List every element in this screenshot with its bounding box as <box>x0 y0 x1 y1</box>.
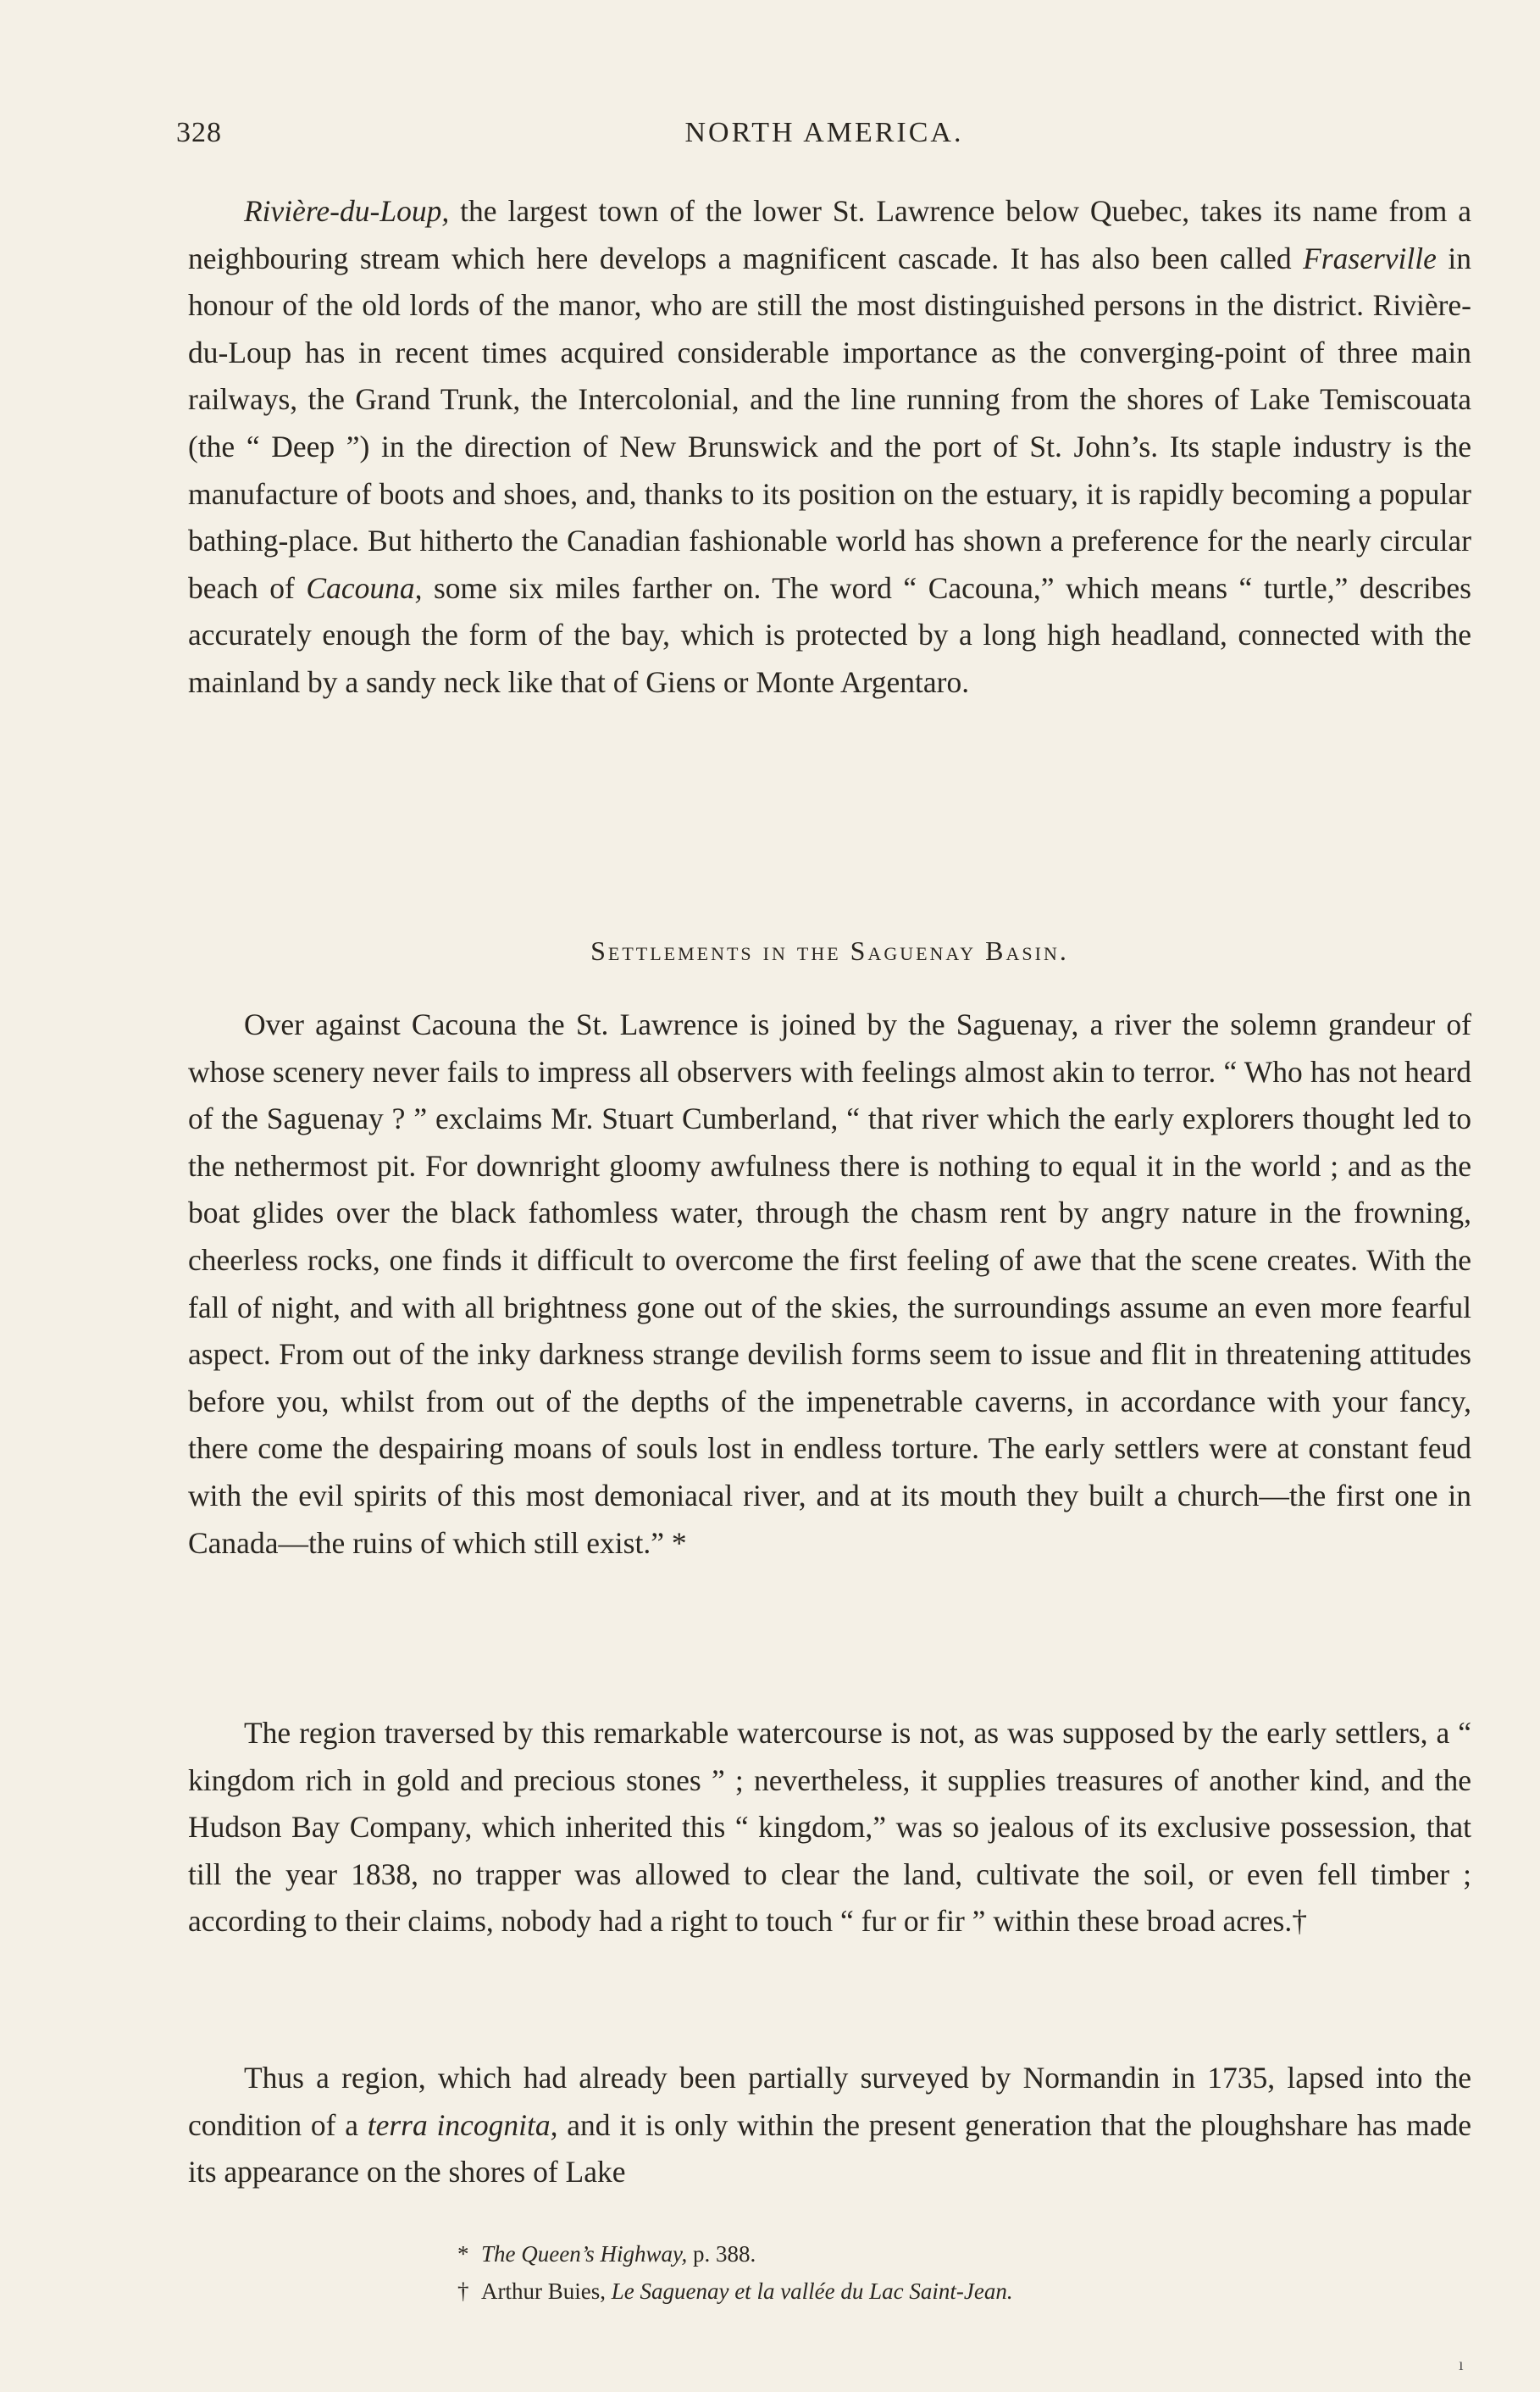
footnotes <box>457 2235 1474 2310</box>
place-name-italic: Fraserville <box>1303 241 1437 275</box>
footnote <box>457 2273 1474 2310</box>
footnote-text: Arthur Buies, <box>481 2278 612 2304</box>
running-title: NORTH AMERICA. <box>684 117 964 148</box>
footnote-text: p. 388. <box>687 2241 756 2267</box>
footnote-title: Le Saguenay et la vallée du Lac Saint-Jean. <box>611 2278 1013 2304</box>
footnote-mark: * <box>457 2241 469 2267</box>
place-name-italic: Cacouna, <box>306 570 423 605</box>
paragraph-text: Over against Cacouna the St. Lawrence is joined by the Saguenay, a river the solemn grandeur of whose scenery never fails to impress all observers with feelings almost akin to terror. “ Who has not heard of the Saguenay ? ” exclaims Mr. Stuart Cumberland, “ that river which the early explorers thought led to the nethermost pit. For downright gloomy awfulness there is nothing to equal it in the world ; and as the boat glides over the black fathomless water, through the chasm rent by angry nature in the frowning, cheerless rocks, one finds it difficult to overcome the first feeling of awe that the scene creates. With the fall of night, and with all brightness gone out of the skies, the surroundings assume an even more fearful aspect. From out of the inky darkness strange devilish forms seem to issue and flit in threatening attitudes before you, whilst from out of the depths of the impenetrable caverns, in accordance with your fancy, there come the despairing moans of souls lost in endless torture. The early settlers were at constant feud with the evil spirits of this most demoniacal river, and at its mouth they built a church—the first one in Canada—the ruins of which still exist.” * <box>188 1007 1471 1560</box>
paragraph-text: and it is only within the present generation that the ploughshare has made its appearance on the shores of Lake <box>188 2107 1471 2189</box>
paragraph-text: the largest town of the lower St. Lawrence below Quebec, takes its name from a neighbouring stream which here develops a magnificent cascade. It has also been called <box>188 194 1471 275</box>
margin-mark: ı <box>1459 2356 1464 2374</box>
footnote-mark: † <box>457 2278 469 2304</box>
paragraph-region <box>188 1710 1471 1945</box>
paragraph-text: Thus a region, which had already been partially surveyed by Normandin in 1735, lapsed into the condition of a <box>188 2061 1471 2142</box>
footnote <box>457 2235 1474 2273</box>
paragraph-text: in honour of the old lords of the manor, who are still the most distinguished persons in the district. Rivière-du-Loup has in recent times acquired considerable importance as the converging-point of three main railways, the Grand Trunk, the Intercolonial, and the line running from the shores of Lake Temiscouata (the “ Deep ”) in the direction of New Brunswick and the port of St. John’s. Its staple industry is the manufacture of boots and shoes, and, thanks to its position on the estuary, it is rapidly becoming a popular bathing-place. But hitherto the Canadian fashionable world has shown a preference for the nearly circular beach of <box>188 241 1472 605</box>
footnote-title: The Queen’s Highway, <box>481 2241 688 2267</box>
paragraph-normandin <box>188 2055 1471 2196</box>
paragraph-text: The region traversed by this remarkable watercourse is not, as was supposed by the early settlers, a “ kingdom rich in gold and precious stones ” ; nevertheless, it supplies treasures of another kind, and the Hudson Bay Company, which inherited this “ kingdom,” was so jealous of its exclusive possession, that till the year 1838, no trapper was allowed to clear the land, cultivate the soil, or even fell timber ; according to their claims, nobody had a right to touch “ fur or fir ” within these broad acres.† <box>188 1716 1471 1939</box>
running-head <box>176 117 1472 159</box>
paragraph-saguenay <box>188 1002 1471 1567</box>
page-number: 328 <box>176 117 222 148</box>
place-name-italic: Rivière-du-Loup, <box>244 194 450 228</box>
paragraph-riviere-du-loup <box>188 188 1471 707</box>
paragraph-text: some six miles farther on. The word “ Cacouna,” which means “ turtle,” describes accurately enough the form of the bay, which is protected by a long high headland, connected with the mainland by a sandy neck like that of Giens or Monte Argentaro. <box>188 570 1471 699</box>
latin-phrase-italic: terra incognita, <box>367 2107 558 2142</box>
section-heading: Settlements in the Saguenay Basin. <box>590 935 1069 966</box>
